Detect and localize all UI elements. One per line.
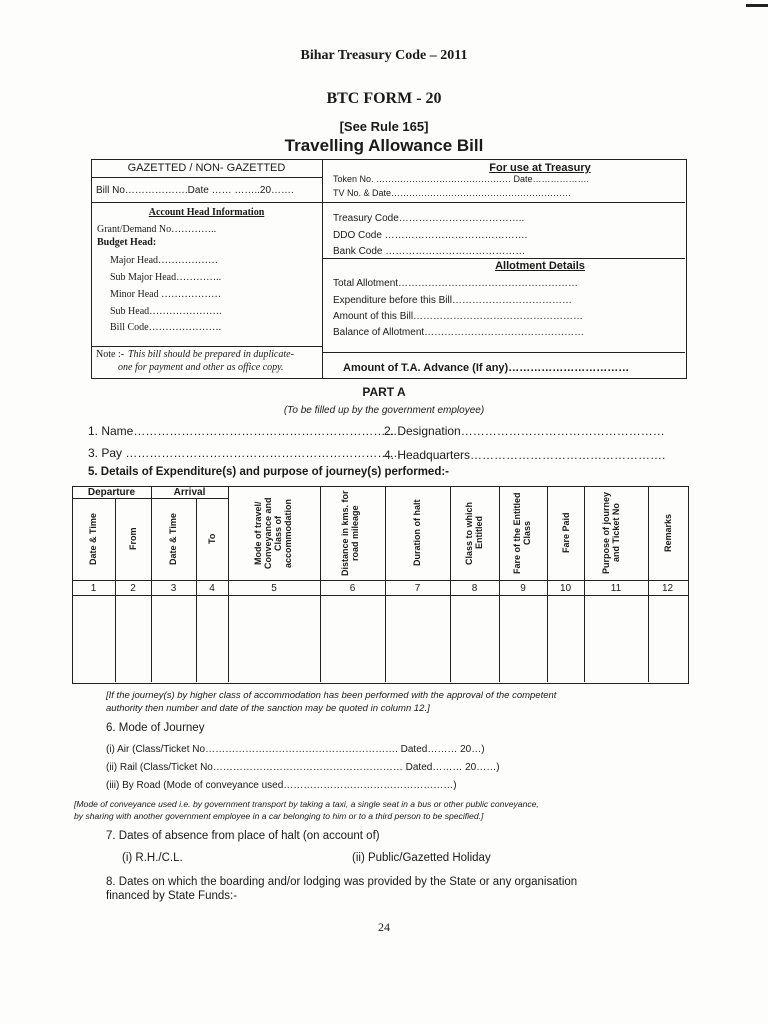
bank-code-field: Bank Code …………………………………… bbox=[333, 246, 526, 257]
amount-bill-field: Amount of this Bill…………………………………………… bbox=[333, 311, 584, 322]
part-a-subtitle: (To be filled up by the government employee) bbox=[283, 405, 485, 416]
expenditure-before-field: Expenditure before this Bill……………………………… bbox=[333, 295, 572, 306]
arrival-header: Arrival bbox=[173, 487, 206, 498]
mode-title: 6. Mode of Journey bbox=[106, 722, 205, 734]
mode-air: (i) Air (Class/Ticket No…………………………………………………. Dated……… 20…) bbox=[106, 744, 485, 755]
header-box-divider bbox=[322, 159, 323, 378]
header-right-rule-2 bbox=[322, 352, 685, 353]
header-left-rule-3 bbox=[91, 346, 322, 347]
col-number: 2 bbox=[130, 583, 136, 594]
col-header-9: Fare of the Entitled Class bbox=[512, 492, 532, 574]
col-header-11: Purpose of journey and Ticket No bbox=[601, 492, 621, 575]
headquarters-field: 4. Headquarters…………………………………………. bbox=[384, 448, 666, 462]
table-number-rule bbox=[72, 595, 688, 596]
grant-demand-field: Grant/Demand No………….. bbox=[97, 224, 217, 235]
col-header-6: Distance in kms. for road mileage bbox=[340, 490, 360, 576]
col-number: 8 bbox=[471, 583, 478, 594]
col-header-5: Mode of travel/ Conveyance and Class of accommodation bbox=[253, 497, 293, 569]
col-number: 9 bbox=[520, 583, 526, 594]
balance-allotment-field: Balance of Allotment………………………………………… bbox=[333, 327, 585, 338]
mode-rail: (ii) Rail (Class/Ticket No………………………………………………… Dated……… 20……) bbox=[106, 762, 500, 773]
col-header-2: From bbox=[128, 527, 138, 551]
rule-reference: [See Rule 165] bbox=[339, 119, 429, 134]
boarding-line-1: 8. Dates on which the boarding and/or lodging was provided by the State or any organisation bbox=[106, 876, 578, 888]
boarding-line-2: financed by State Funds:- bbox=[106, 890, 238, 902]
mode-note-2: by sharing with another government employee in a car belonging to him or to a third person to be specified.] bbox=[74, 811, 484, 821]
absence-rhcl: (i) R.H./C.L. bbox=[122, 852, 183, 864]
details-title: 5. Details of Expenditure(s) and purpose of journey(s) performed:- bbox=[88, 466, 450, 478]
col-header-3: Date & Time bbox=[168, 513, 178, 565]
bill-code-field: Bill Code…………………. bbox=[110, 322, 222, 333]
corner-mark bbox=[746, 4, 768, 7]
minor-head-field: Minor Head ……………… bbox=[110, 289, 222, 300]
allotment-details-title: Allotment Details bbox=[495, 260, 585, 272]
col-number: 5 bbox=[271, 583, 277, 594]
col-number: 4 bbox=[209, 583, 215, 594]
col-number: 1 bbox=[90, 583, 97, 594]
col-header-7: Duration of halt bbox=[412, 499, 422, 567]
col-number: 10 bbox=[559, 583, 572, 594]
gazetted-label: GAZETTED / NON- GAZETTED bbox=[127, 162, 286, 174]
note-label: Note :- bbox=[96, 349, 125, 360]
note-text-1: This bill should be prepared in duplicate- bbox=[128, 349, 294, 360]
part-a-title: PART A bbox=[362, 385, 406, 399]
absence-title: 7. Dates of absence from place of halt (on account of) bbox=[106, 830, 380, 842]
col-header-8: Class to which Entitled bbox=[464, 501, 484, 565]
col-header-1: Date & Time bbox=[88, 513, 98, 565]
absence-holiday: (ii) Public/Gazetted Holiday bbox=[352, 852, 491, 864]
header-left-rule-2 bbox=[91, 202, 685, 203]
header-left-rule-1 bbox=[91, 177, 322, 178]
bill-no-field: Bill No……………….Date …… ……..20……. bbox=[96, 185, 294, 196]
table-footnote-1: [If the journey(s) by higher class of accommodation has been performed with the approval of the competent bbox=[106, 690, 557, 701]
major-head-field: Major Head……………… bbox=[110, 255, 219, 266]
table-header-rule bbox=[72, 580, 688, 581]
col-header-4: To bbox=[207, 533, 217, 545]
page-number: 24 bbox=[378, 920, 390, 934]
pay-field: 3. Pay …………………………………………………………… bbox=[88, 446, 402, 460]
header-right-rule-1 bbox=[322, 258, 685, 259]
col-number: 12 bbox=[661, 583, 674, 594]
form-title: BTC FORM - 20 bbox=[326, 90, 442, 107]
col-number: 6 bbox=[349, 583, 356, 594]
ddo-code-field: DDO Code ……………………………………. bbox=[333, 230, 528, 241]
departure-header: Departure bbox=[87, 487, 136, 498]
total-allotment-field: Total Allotment……………………………………………… bbox=[333, 278, 579, 289]
col-number: 11 bbox=[610, 583, 622, 594]
code-title: Bihar Treasury Code – 2011 bbox=[300, 48, 468, 63]
col-number: 7 bbox=[414, 583, 421, 594]
account-head-title: Account Head Information bbox=[148, 207, 265, 218]
treasury-use-title: For use at Treasury bbox=[489, 162, 591, 174]
table-footnote-2: authority then number and date of the sanction may be quoted in column 12.] bbox=[106, 703, 430, 714]
bill-title: Travelling Allowance Bill bbox=[284, 136, 484, 155]
note-text-2: one for payment and other as office copy. bbox=[118, 362, 284, 373]
sub-head-field: Sub Head…………………. bbox=[110, 306, 222, 317]
token-no-field: Token No. ……………………………………… Date………………. bbox=[333, 174, 590, 184]
col-header-10: Fare Paid bbox=[561, 512, 571, 554]
designation-field: 2. Designation…………………………………………… bbox=[384, 424, 665, 438]
table-group-rule bbox=[72, 498, 228, 499]
budget-head-label: Budget Head: bbox=[97, 237, 157, 248]
mode-road: (iii) By Road (Mode of conveyance used……………………………………………) bbox=[106, 780, 457, 791]
sub-major-head-field: Sub Major Head………….. bbox=[110, 272, 222, 283]
name-field: 1. Name…………………………………………………………. bbox=[88, 424, 401, 438]
treasury-code-field: Treasury Code……………………………….. bbox=[333, 213, 525, 224]
col-number: 3 bbox=[170, 583, 177, 594]
ta-advance-field: Amount of T.A. Advance (If any)…………………………… bbox=[343, 362, 630, 374]
mode-note-1: [Mode of conveyance used i.e. by government transport by taking a taxi, a single seat in a bus or other public conveyance, bbox=[74, 799, 539, 809]
col-header-12: Remarks bbox=[663, 513, 673, 553]
tv-no-field: TV No. & Date…………………………………………………… bbox=[333, 188, 572, 198]
